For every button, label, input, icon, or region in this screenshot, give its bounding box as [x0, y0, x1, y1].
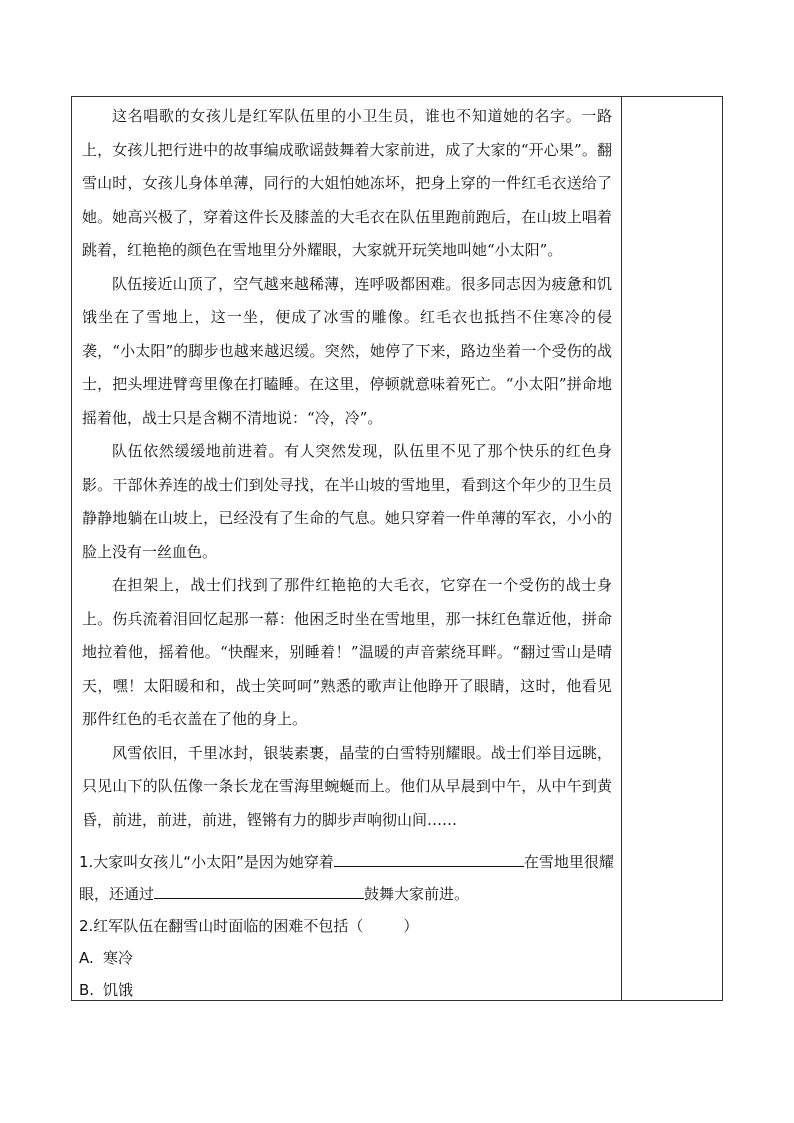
answer-blank-1[interactable] — [334, 848, 524, 867]
question-2 — [79, 910, 614, 942]
question-1-text-b: 在雪地里很耀眼，还通过 — [79, 853, 614, 903]
option-a[interactable] — [79, 942, 614, 974]
passage-paragraph: 队伍依然缓缓地前进着。有人突然发现，队伍里不见了那个快乐的红色身影。干部休养连的战士们到处寻找，在半山坡的雪地里，看到这个年少的卫生员静静地躺在山坡上，已经没有了生命的气息。她只穿着一件单薄的军衣，小小的脸上没有一丝血色。 — [82, 442, 612, 561]
passage-paragraph: 队伍接近山顶了，空气越来越稀薄，连呼吸都困难。很多同志因为疲惫和饥饿坐在了雪地上，这一坐，便成了冰雪的雕像。红毛衣也抵挡不住寒冷的侵袭，“小太阳”的脚步也越来越迟缓。突然，她停了下来，路边坐着一个受伤的战士，把头埋进臂弯里像在打瞌睡。在这里，停顿就意味着死亡。“小太阳”拼命地摇着他，战士只是含糊不清地说：“冷，冷”。 — [82, 274, 612, 427]
option-b[interactable] — [79, 974, 614, 1006]
worksheet-table — [71, 96, 723, 1001]
reading-passage — [82, 100, 612, 837]
option-b-text: 饥饿 — [103, 981, 134, 999]
question-1 — [79, 846, 614, 910]
option-a-text: 寒冷 — [103, 949, 134, 967]
option-a-label: A. — [79, 949, 94, 967]
column-divider — [621, 97, 622, 1000]
question-1-text-a: 1.大家叫女孩儿“小太阳”是因为她穿着 — [79, 853, 334, 871]
answer-blank-2[interactable] — [154, 880, 364, 899]
question-2-close: ） — [403, 917, 419, 935]
passage-paragraph: 这名唱歌的女孩儿是红军队伍里的小卫生员，谁也不知道她的名字。一路上，女孩儿把行进中的故事编成歌谣鼓舞着大家前进，成了大家的“开心果”。翻雪山时，女孩儿身体单薄，同行的大姐怕她冻坏，把身上穿的一件红毛衣送给了她。她高兴极了，穿着这件长及膝盖的大毛衣在队伍里跑前跑后，在山坡上唱着跳着，红艳艳的颜色在雪地里分外耀眼，大家就开玩笑地叫她“小太阳”。 — [82, 107, 612, 259]
passage-paragraph: 风雪依旧，千里冰封，银装素裹，晶莹的白雪特别耀眼。战士们举目远眺，只见山下的队伍像一条长龙在雪海里蜿蜒而上。他们从早晨到中午，从中午到黄昏，前进，前进，前进，铿锵有力的脚步声响彻山间…… — [82, 743, 612, 829]
passage-paragraph: 在担架上，战士们找到了那件红艳艳的大毛衣，它穿在一个受伤的战士身上。伤兵流着泪回忆起那一幕：他困乏时坐在雪地里，那一抹红色靠近他，拼命地拉着他，摇着他。“快醒来，别睡着！”温暖的声音萦绕耳畔。“翻过雪山是晴天，嘿！太阳暖和和，战士笑呵呵”熟悉的歌声让他睁开了眼睛，这时，他看见那件红色的毛衣盖在了他的身上。 — [82, 576, 612, 728]
question-2-text: 2.红军队伍在翻雪山时面临的困难不包括（ — [79, 917, 364, 935]
question-1-text-c: 鼓舞大家前进。 — [364, 885, 470, 903]
option-b-label: B. — [79, 981, 95, 999]
question-section — [79, 846, 614, 1006]
